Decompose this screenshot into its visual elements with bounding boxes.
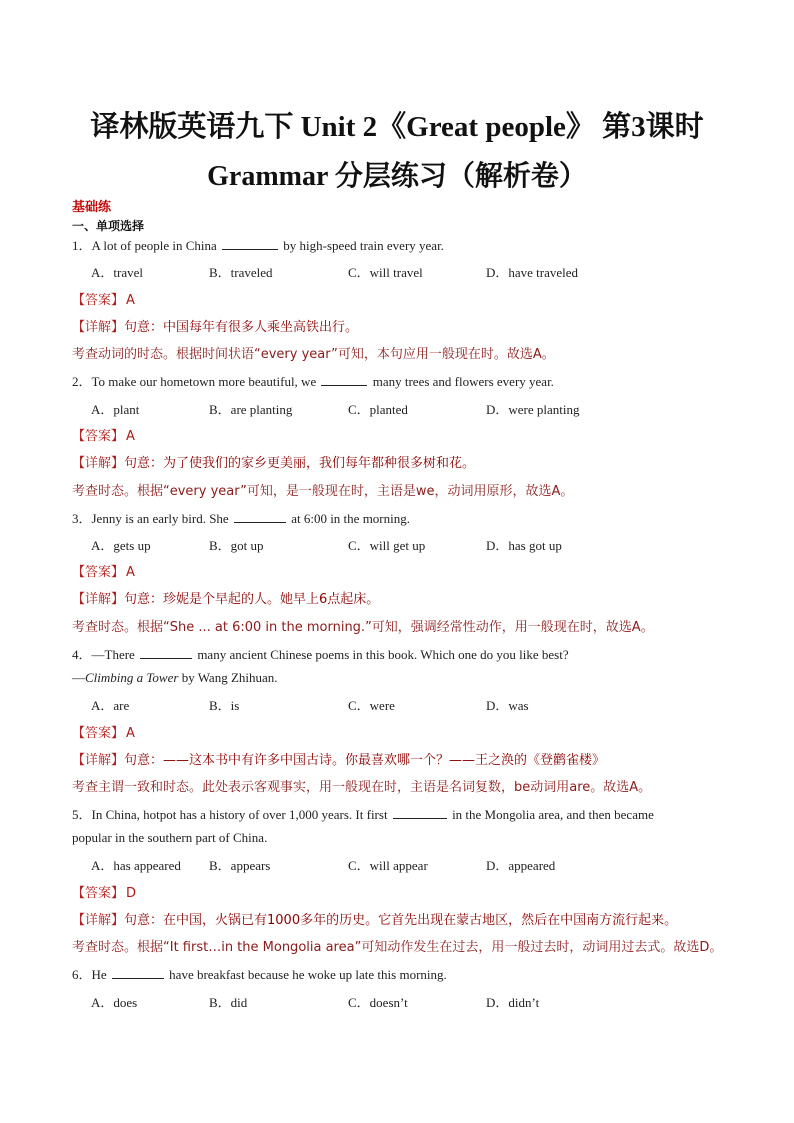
question-6-stem: 6．He have breakfast because he woke up late this morning. xyxy=(72,967,447,982)
section-heading: 一、单项选择 xyxy=(72,219,145,233)
question-3-explanation: 考查时态。根据“She ... at 6:00 in the morning.”可知，强调经常性动作，用一般现在时，故选A。 xyxy=(72,620,654,635)
question-4-stem-line-2: —Climbing a Tower by Wang Zhihuan. xyxy=(72,670,278,685)
question-5-stem-line-2: popular in the southern part of China. xyxy=(72,830,268,845)
option-a: A．plant xyxy=(91,402,140,417)
option-a: A．does xyxy=(91,995,138,1010)
question-5-answer: 【答案】 D xyxy=(72,886,137,901)
question-5-detail: 【详解】句意：在中国，火锅已有1000多年的历史。它首先出现在蒙古地区，然后在中国南方流行起来。 xyxy=(72,913,678,928)
option-a: A．has appeared xyxy=(91,858,181,873)
question-5-explanation: 考查时态。根据“It first…in the Mongolia area”可知动作发生在过去，用一般过去时，动词用过去式。故选D。 xyxy=(72,940,723,955)
page-title-line-2: Grammar 分层练习（解析卷） xyxy=(207,161,587,192)
question-1-detail: 【详解】句意：中国每年有很多人乘坐高铁出行。 xyxy=(72,320,359,335)
question-2-answer: 【答案】 A xyxy=(72,429,135,444)
question-1-answer: 【答案】 A xyxy=(72,293,135,308)
option-d: D．appeared xyxy=(486,858,556,873)
question-4-detail: 【详解】句意：——这本书中有许多中国古诗。你最喜欢哪一个？——王之涣的《登鹳雀楼》 xyxy=(72,753,606,768)
question-4-explanation: 考查主谓一致和时态。此处表示客观事实，用一般现在时，主语是名词复数，be动词用are。故选A。 xyxy=(72,780,652,795)
option-c: C．will get up xyxy=(348,538,426,553)
question-3-stem: 3．Jenny is an early bird. She at 6:00 in the morning. xyxy=(72,511,410,526)
option-c: C．will travel xyxy=(348,265,423,280)
question-1-stem: 1．A lot of people in China by high-speed train every year. xyxy=(72,238,444,253)
option-c: C．will appear xyxy=(348,858,428,873)
page-title-line-1: 译林版英语九下 Unit 2《Great people》 第3课时 xyxy=(90,111,704,143)
option-b: B．traveled xyxy=(209,265,273,280)
option-b: B．appears xyxy=(209,858,271,873)
question-1-explanation: 考查动词的时态。根据时间状语“every year”可知，本句应用一般现在时。故选A。 xyxy=(72,347,555,362)
level-label: 基础练 xyxy=(72,200,112,215)
answer-blank xyxy=(393,806,447,819)
answer-blank xyxy=(112,966,164,979)
question-2-explanation: 考查时态。根据“every year”可知，是一般现在时，主语是we，动词用原形，故选A。 xyxy=(72,484,574,499)
option-c: C．planted xyxy=(348,402,408,417)
option-a: A．travel xyxy=(91,265,143,280)
option-b: B．is xyxy=(209,698,240,713)
answer-blank xyxy=(140,646,192,659)
option-d: D．has got up xyxy=(486,538,562,553)
question-2-detail: 【详解】句意：为了使我们的家乡更美丽，我们每年都种很多树和花。 xyxy=(72,456,476,471)
option-b: B．did xyxy=(209,995,248,1010)
option-d: D．were planting xyxy=(486,402,580,417)
question-3-answer: 【答案】 A xyxy=(72,565,135,580)
option-d: D．have traveled xyxy=(486,265,579,280)
question-4-stem: 4．—There many ancient Chinese poems in this book. Which one do you like best? xyxy=(72,647,569,662)
option-a: A．are xyxy=(91,698,130,713)
answer-blank xyxy=(321,373,367,386)
option-b: B．are planting xyxy=(209,402,293,417)
option-c: C．doesn’t xyxy=(348,995,408,1010)
answer-blank xyxy=(222,237,278,250)
question-2-stem: 2．To make our hometown more beautiful, we many trees and flowers every year. xyxy=(72,374,554,389)
option-c: C．were xyxy=(348,698,395,713)
option-d: D．was xyxy=(486,698,529,713)
option-d: D．didn’t xyxy=(486,995,540,1010)
question-3-detail: 【详解】句意：珍妮是个早起的人。她早上6点起床。 xyxy=(72,592,380,607)
question-4-answer: 【答案】 A xyxy=(72,726,135,741)
answer-blank xyxy=(234,510,286,523)
option-b: B．got up xyxy=(209,538,264,553)
option-a: A．gets up xyxy=(91,538,151,553)
question-5-stem: 5．In China, hotpot has a history of over 1,000 years. It first in the Mongolia area, and then became xyxy=(72,807,654,822)
